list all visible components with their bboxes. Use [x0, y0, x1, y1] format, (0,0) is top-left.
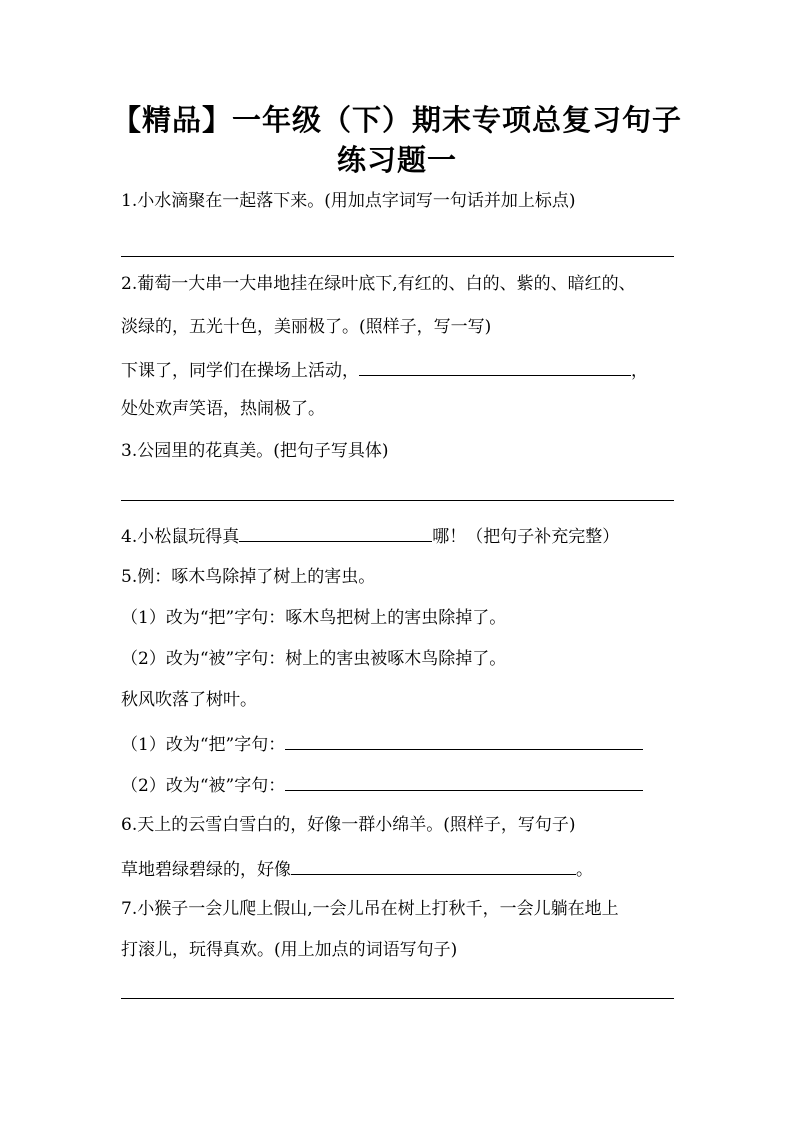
question-5-answer-ba-label: （1）改为“把”字句： [121, 735, 286, 755]
page-title-line-2: 练习题一 [336, 143, 457, 177]
question-2-blank[interactable] [359, 356, 631, 376]
question-2-fill-line [121, 356, 648, 383]
question-7-answer-line[interactable] [121, 998, 674, 999]
question-3-text: 3.公园里的花真美。(把句子写具体) [121, 441, 389, 461]
question-2-line-2: 淡绿的，五光十色，美丽极了。(照样子，写一写) [121, 317, 492, 337]
question-7-line-2: 打滚儿，玩得真欢。(用上加点的词语写句子) [121, 940, 458, 960]
question-5-blank-ba[interactable] [285, 730, 643, 750]
question-5-example-bei: （2）改为“被”字句：树上的害虫被啄木鸟除掉了。 [121, 649, 507, 669]
question-5-blank-bei[interactable] [285, 771, 643, 791]
question-2-fill-prefix: 下课了，同学们在操场上活动， [121, 361, 359, 381]
question-1-text: 1.小水滴聚在一起落下来。(用加点字词写一句话并加上标点) [121, 191, 576, 211]
question-6-text: 6.天上的云雪白雪白的，好像一群小绵羊。(照样子，写句子) [121, 815, 576, 835]
question-2-fill-suffix: ， [631, 361, 648, 381]
question-4-prefix: 4.小松鼠玩得真 [121, 527, 240, 547]
question-5-example: 5.例：啄木鸟除掉了树上的害虫。 [121, 567, 376, 587]
question-4-suffix: 哪！（把句子补充完整） [432, 527, 620, 547]
question-2-line-1: 2.葡萄一大串一大串地挂在绿叶底下,有红的、白的、紫的、暗红的、 [121, 274, 636, 294]
question-5-sentence: 秋风吹落了树叶。 [121, 690, 257, 710]
question-5-answer-bei-label: （2）改为“被”字句： [121, 776, 286, 796]
page-title-line-1: 【精品】一年级（下）期末专项总复习句子 [111, 103, 682, 137]
question-6-blank[interactable] [291, 855, 576, 875]
question-4-line [121, 522, 619, 549]
question-2-line-4: 处处欢声笑语，热闹极了。 [121, 399, 325, 419]
question-7-line-1: 7.小猴子一会儿爬上假山,一会儿吊在树上打秋千，一会儿躺在地上 [121, 899, 619, 919]
question-1-answer-line[interactable] [121, 256, 674, 257]
question-6-fill-line [121, 855, 593, 882]
question-5-example-ba: （1）改为“把”字句：啄木鸟把树上的害虫除掉了。 [121, 608, 507, 628]
question-6-prefix: 草地碧绿碧绿的，好像 [121, 860, 291, 880]
question-3-answer-line[interactable] [121, 500, 674, 501]
question-5-answer-bei [121, 771, 643, 798]
question-4-blank[interactable] [239, 522, 432, 542]
question-6-suffix: 。 [576, 860, 593, 880]
question-5-answer-ba [121, 730, 643, 757]
